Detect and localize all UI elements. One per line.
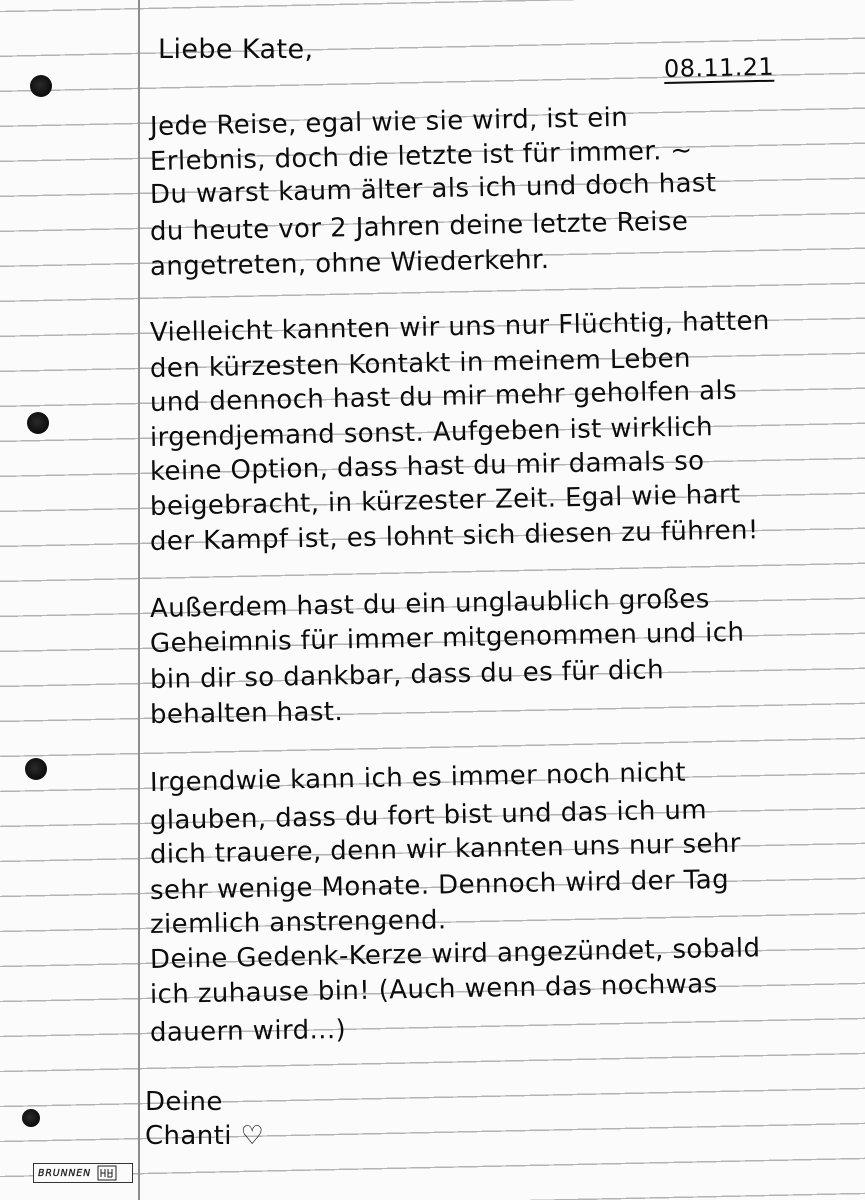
letter-line: Außerdem hast du ein unglaublich großes: [149, 584, 710, 624]
punch-hole: [25, 758, 47, 780]
letter-line: beigebracht, in kürzester Zeit. Egal wie hart: [149, 479, 741, 522]
letter-line: Geheimnis für immer mitgenommen und ich: [149, 617, 745, 659]
letter-signature: Chanti ♡: [145, 1121, 265, 1151]
letter-line: Erlebnis, doch die letzte ist für immer. ~: [149, 135, 693, 177]
letter-line: Irgendwie kann ich es immer noch nicht: [149, 757, 687, 798]
letter-line: glauben, dass du fort bist und das ich um: [149, 795, 708, 836]
brand-name: BRUNNEN: [38, 1167, 91, 1179]
brand-stamp: [33, 1163, 133, 1183]
margin-line: [138, 0, 140, 1200]
letter-line: ziemlich anstrengend.: [149, 905, 447, 940]
letter-line: und dennoch hast du mir mehr geholfen als: [149, 375, 738, 418]
letter-line: dich trauere, denn wir kannten uns nur sehr: [149, 828, 742, 870]
letter-line: dauern wird...): [149, 1014, 347, 1048]
brand-logo-icon: [97, 1165, 117, 1181]
letter-line: bin dir so dankbar, dass du es für dich: [149, 655, 665, 695]
punch-hole: [22, 1109, 40, 1127]
letter-line: irgendjemand sonst. Aufgeben ist wirklich: [149, 412, 714, 453]
letter-date: 08.11.21: [663, 52, 775, 83]
letter-line: Deine Gedenk-Kerze wird angezündet, sobald: [149, 933, 761, 975]
letter-line: Du warst kaum älter als ich und doch hast: [149, 168, 717, 210]
letter-closing: Deine: [145, 1087, 223, 1117]
letter-line: ich zuhause bin! (Auch wenn das nochwas: [149, 969, 718, 1010]
letter-line: behalten hast.: [149, 696, 344, 730]
letter-line: angetreten, ohne Wiederkehr.: [149, 245, 550, 282]
letter-line: den kürzesten Kontakt in meinem Leben: [149, 343, 692, 384]
letter-line: Jede Reise, egal wie sie wird, ist ein: [149, 102, 629, 142]
letter-line: keine Option, dass hast du mir damals so: [149, 446, 705, 487]
punch-hole: [27, 412, 49, 434]
letter-line: sehr wenige Monate. Dennoch wird der Tag: [149, 864, 730, 906]
punch-hole: [30, 75, 52, 97]
letter-line: du heute vor 2 Jahren deine letzte Reise: [149, 206, 689, 247]
letter-line: der Kampf ist, es lohnt sich diesen zu führen!: [149, 515, 759, 557]
letter-line: Vielleicht kannten wir uns nur Flüchtig, hatten: [149, 306, 771, 348]
salutation: Liebe Kate,: [158, 34, 314, 65]
